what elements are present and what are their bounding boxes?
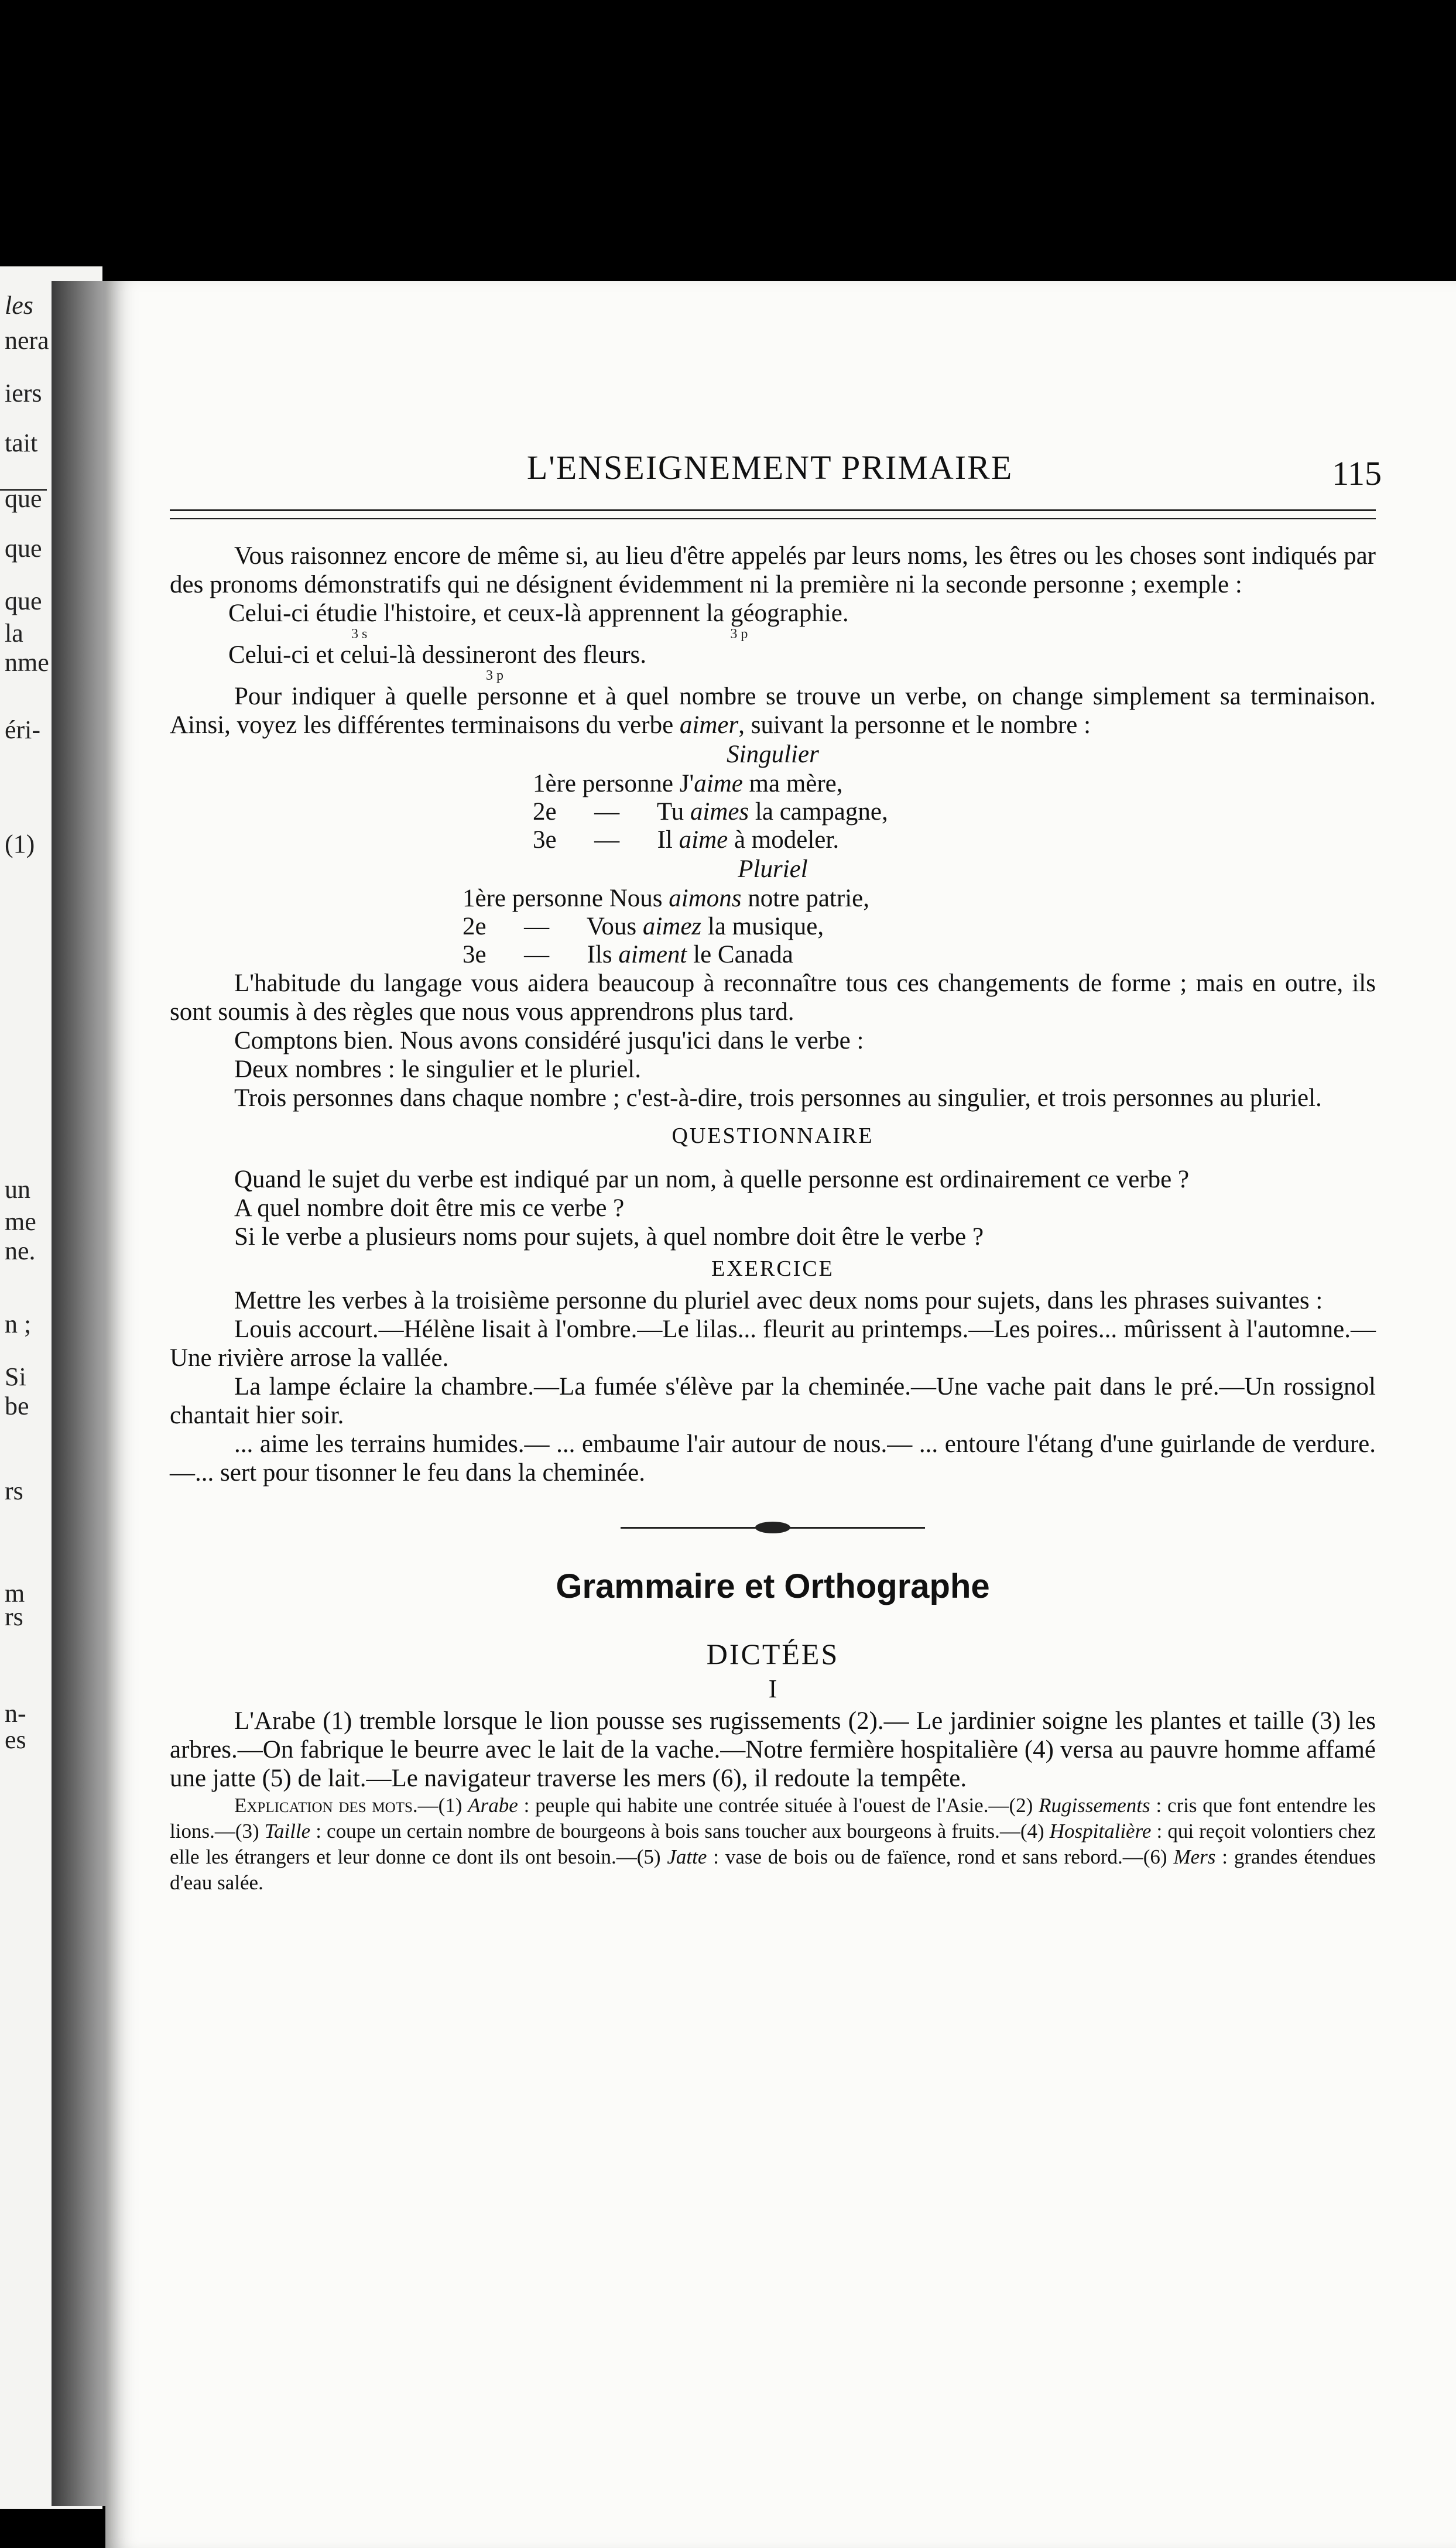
annotation: 3 s 3 p — [351, 626, 748, 642]
exercise-text: La lampe éclaire la chambre.—La fumée s'élève par la cheminée.—Une vache pait dans le pré.—Un rossignol chantait hier soir. — [170, 1373, 1376, 1429]
paragraph: Vous raisonnez encore de même si, au lieu d'être appelés par leurs noms, les êtres ou les choses sont indiqués par des pronoms démonstratifs qui ne désignent évidemment ni la première ni la seconde personne ; exemple : — [170, 542, 1376, 598]
paragraph: L'habitude du langage vous aidera beaucoup à reconnaître tous ces changements de forme ; mais en outre, ils sont soumis à des règles que nous vous apprendrons plus tard. — [170, 970, 1376, 1026]
left-page-text-fragment: que — [5, 534, 42, 563]
left-page-text-fragment: ne. — [5, 1237, 36, 1265]
conjugation-row: 2e — Tu aimes la campagne, — [533, 798, 888, 826]
left-page-text-fragment: n- — [5, 1699, 26, 1728]
left-page-text-fragment: m — [5, 1579, 25, 1608]
exercise-text: Louis accourt.—Hélène lisait à l'ombre.—Le lilas... fleurit au printemps.—Les poires... mûrissent à l'automne.—Une rivière arrose la vallée. — [170, 1316, 1376, 1372]
running-title: L'ENSEIGNEMENT PRIMAIRE — [526, 448, 1013, 487]
left-page-text-fragment: que — [5, 587, 42, 615]
left-page-text-fragment: rs — [5, 1602, 23, 1631]
left-page-text-fragment: éri- — [5, 715, 41, 744]
question: Si le verbe a plusieurs noms pour sujets, à quel nombre doit être le verbe ? — [234, 1223, 984, 1251]
section-title: Grammaire et Orthographe — [556, 1567, 990, 1605]
page-number: 115 — [1332, 454, 1382, 492]
book-page — [105, 281, 1456, 2548]
page-header — [170, 448, 1382, 495]
conjugation-row: 1ère personne J'aime ma mère, — [533, 770, 843, 797]
singular-label: Singulier — [727, 741, 819, 768]
example-sentence: Celui-ci étudie l'histoire, et ceux-là apprennent la géographie. — [228, 600, 849, 627]
left-page-text-fragment: nme — [5, 648, 49, 677]
conjugation-row: 3e — Ils aiment le Canada — [463, 941, 793, 968]
conjugation-row: 3e — Il aime à modeler. — [533, 826, 840, 854]
left-page-text-fragment: be — [5, 1392, 29, 1420]
left-page-text-fragment: Si — [5, 1362, 26, 1391]
left-page-text-fragment: n ; — [5, 1310, 32, 1338]
question: A quel nombre doit être mis ce verbe ? — [234, 1194, 625, 1222]
left-page-text-fragment: es — [5, 1725, 26, 1754]
exercise-text: Mettre les verbes à la troisième personne du pluriel avec deux noms pour sujets, dans les phrases suivantes : — [234, 1287, 1323, 1314]
left-page-text-fragment: que — [5, 484, 42, 513]
question: Quand le sujet du verbe est indiqué par un nom, à quelle personne est ordinairement ce verbe ? — [234, 1166, 1190, 1193]
dictees-heading: DICTÉES — [706, 1638, 840, 1670]
left-page-text-fragment: les — [5, 291, 33, 320]
left-page-text-fragment: nera — [5, 326, 49, 355]
left-page-text-fragment: me — [5, 1207, 36, 1236]
section-divider-ornament — [621, 1519, 925, 1537]
conjugation-row: 1ère personne Nous aimons notre patrie, — [463, 885, 869, 912]
header-rule — [170, 509, 1376, 519]
singular-conjugation — [170, 770, 1376, 854]
exercise-heading: EXERCICE — [711, 1256, 834, 1281]
paragraph: Comptons bien. Nous avons considéré jusqu'ici dans le verbe : — [234, 1027, 864, 1054]
left-page-text-fragment: iers — [5, 379, 42, 407]
left-page-text-fragment: rs — [5, 1477, 23, 1505]
paragraph: Deux nombres : le singulier et le pluriel. — [234, 1056, 641, 1083]
questionnaire-heading: QUESTIONNAIRE — [672, 1124, 874, 1148]
example-sentence: Celui-ci et celui-là dessineront des fleurs. — [228, 641, 647, 669]
annotation: 3 p — [486, 668, 503, 683]
left-page-text-fragment: la — [5, 619, 23, 648]
plural-conjugation — [170, 885, 1376, 969]
dictee-text: L'Arabe (1) tremble lorsque le lion pousse ses rugissements (2).— Le jardinier soigne les plantes et taille (3) les arbres.—On fabrique le beurre avec le lait de la vache.—Notre fermière hospitalière (4) versa au pauvre homme affamé une jatte (5) de lait.—Le navigateur traverse les mers (6), il redoute la tempête. — [170, 1707, 1376, 1792]
word-explanations: Explication des mots.—(1) Arabe : peuple qui habite une contrée située à l'ouest de l'Asie.—(2) Rugissements : cris que font entendre les lions.—(3) Taille : coupe un certain nombre de bourgeons à bois sans toucher aux bourgeons à fruits.—(4) Hospitalière : qui reçoit volontiers chez elle les étrangers et leur donne ce dont ils ont besoin.—(5) Jatte : vase de bois ou de faïence, rond et sans rebord.—(6) Mers : grandes étendues d'eau salée. — [170, 1794, 1376, 1894]
paragraph: Trois personnes dans chaque nombre ; c'est-à-dire, trois personnes au singulier, et trois personnes au pluriel. — [234, 1084, 1322, 1112]
dictee-number: I — [768, 1674, 777, 1703]
left-page-text-fragment: tait — [5, 429, 38, 457]
left-page-text-fragment: un — [5, 1175, 30, 1204]
plural-label: Pluriel — [738, 855, 808, 883]
paragraph: Pour indiquer à quelle personne et à quel nombre se trouve un verbe, on change simplement sa terminaison. Ainsi, voyez les différentes terminaisons du verbe aimer, suivant la personne et le nombre : — [170, 683, 1376, 739]
lesson-body — [170, 542, 1376, 1896]
exercise-text: ... aime les terrains humides.— ... embaume l'air autour de nous.— ... entoure l'étang d'une guirlande de verdure.—... sert pour tisonner le feu dans la cheminée. — [170, 1430, 1376, 1487]
conjugation-row: 2e — Vous aimez la musique, — [463, 913, 824, 940]
left-page-text-fragment: (1) — [5, 830, 35, 858]
